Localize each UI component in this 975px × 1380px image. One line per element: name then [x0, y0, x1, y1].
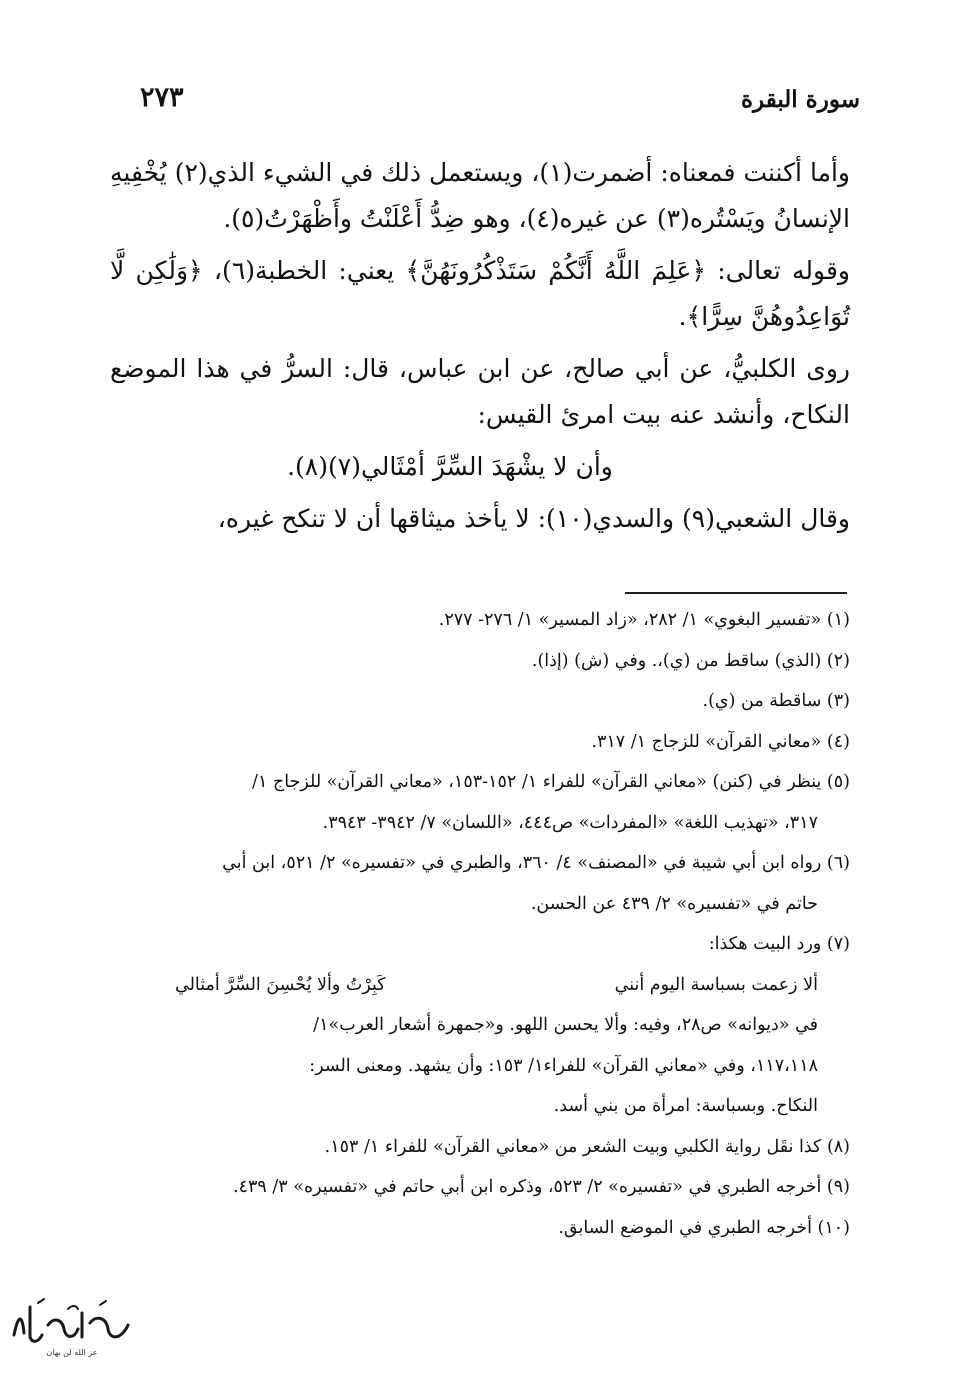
- footnote-7-line-4: النكاح. وبسباسة: امرأة من بني أسد.: [553, 1096, 818, 1116]
- paragraph-3: روى الكلبيُّ، عن أبي صالح، عن ابن عباس، قال: السرُّ في هذا الموضع النكاح، وأنشد عنه بيت امرئ القيس:: [110, 354, 850, 429]
- footnote-6: (٦) رواه ابن أبي شيبة في «المصنف» ٤/ ٣٦٠، والطبري في «تفسيره» ٢/ ٥٢١، ابن أبي: [222, 853, 850, 873]
- footnote-8: (٨) كذا نقَل رواية الكلبي وبيت الشعر من «معاني القرآن» للفراء ١/ ١٥٣.: [324, 1136, 850, 1157]
- page-number: ٢٧٣: [140, 82, 184, 113]
- footnote-5: (٥) ينظر في (كنن) «معاني القرآن» للفراء ١/ ١٥٢-١٥٣، «معاني القرآن» للزجاج ١/: [252, 772, 850, 792]
- footnote-2: (٢) (الذي) ساقط من (ي)،. وفي (ش) (إذا).: [531, 650, 850, 671]
- poem-verse: وأن لا يشْهَدَ السِّرَّ أمْثَالي(٧)(٨).: [287, 452, 613, 481]
- footnote-3: (٣) ساقطة من (ي).: [702, 691, 850, 711]
- page-header: [140, 82, 860, 122]
- footnotes: [115, 600, 850, 1248]
- footnote-1: (١) «تفسير البغوي» ١/ ٢٨٢، «زاد المسير» ١/ ٢٧٦- ٢٧٧.: [438, 610, 850, 630]
- footnote-poem: [115, 965, 850, 1006]
- footnote-7: (٧) ورد البيت هكذا:: [708, 934, 850, 954]
- paragraph-1: وأما أكننت فمعناه: أضمرت(١)، ويستعمل ذلك في الشيء الذي(٢) يُخْفِيهِ الإنسانُ ويَسْتُره(٣) عن غيره(٤)، وهو ضِدُّ أَعْلَنْتُ وأَظْهَرْتُ(٥).: [110, 158, 850, 233]
- paragraph-4: وقال الشعبي(٩) والسدي(١٠): لا يأخذ ميثاقها أن لا تنكح غيره،: [217, 504, 850, 533]
- footnote-10: (١٠) أخرجه الطبري في الموضع السابق.: [558, 1217, 850, 1238]
- poem-second-hemistich: كَبِرْتُ وألا يُحْسِنَ السِّرَّ أمثالي: [175, 974, 386, 995]
- surah-title: سورة البقرة: [740, 86, 860, 113]
- footnote-9: (٩) أخرجه الطبري في «تفسيره» ٢/ ٥٢٣، وذكره ابن أبي حاتم في «تفسيره» ٣/ ٤٣٩.: [233, 1177, 850, 1197]
- publisher-logo: [8, 1295, 136, 1361]
- footnote-7-line-2: في «ديوانه» ص٢٨، وفيه: وألا يحسن اللهو. و«جمهرة أشعار العرب»١/: [313, 1015, 818, 1035]
- footnote-divider: [625, 592, 847, 594]
- svg-text:عز الله لن يهان: عز الله لن يهان: [46, 1348, 98, 1357]
- main-text: [110, 150, 850, 548]
- poem-first-hemistich: ألا زعمت بسباسة اليوم أنني: [614, 974, 818, 995]
- footnote-4: (٤) «معاني القرآن» للزجاج ١/ ٣١٧.: [591, 731, 850, 752]
- paragraph-2: وقوله تعالى: ﴿عَلِمَ اللَّهُ أَنَّكُمْ سَتَذْكُرُونَهُنَّ﴾ يعني: الخطبة(٦)، ﴿وَلَٰكِن لَّا تُوَاعِدُوهُنَّ سِرًّا﴾.: [110, 256, 850, 331]
- footnote-5-continued: ٣١٧، «تهذيب اللغة» «المفردات» ص٤٤٤، «اللسان» ٧/ ٣٩٤٢- ٣٩٤٣.: [322, 812, 818, 833]
- footnote-6-continued: حاتم في «تفسيره» ٢/ ٤٣٩ عن الحسن.: [530, 893, 818, 914]
- footnote-7-line-3: ١١٧،١١٨، وفي «معاني القرآن» للفراء١/ ١٥٣: وأن يشهد. ومعنى السر:: [309, 1055, 818, 1076]
